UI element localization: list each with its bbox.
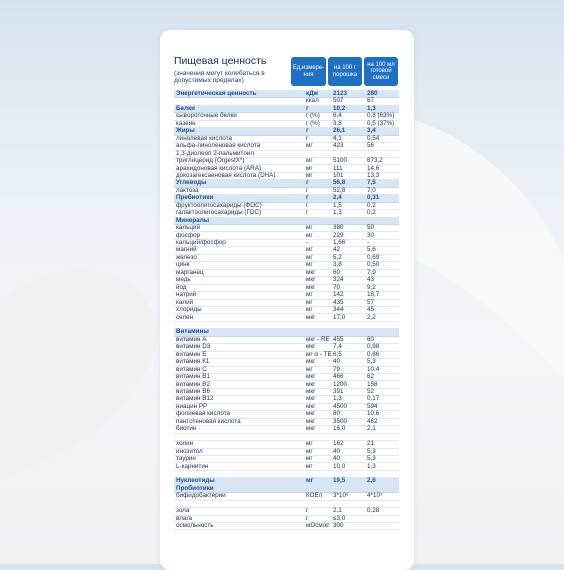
row-unit: мг	[306, 365, 313, 373]
row-unit: г (%)	[306, 112, 320, 120]
row-unit: ккал	[306, 97, 319, 105]
header-per-100g: на 100 г порошка	[328, 57, 362, 86]
row-value-100g: 6,4	[333, 112, 342, 120]
row-label: осмольность	[176, 522, 214, 530]
table-row	[174, 522, 399, 530]
row-value-100ml: 21	[367, 440, 375, 448]
row-label: Витамины	[176, 328, 209, 336]
row-value-100ml: 30	[367, 231, 375, 239]
row-value-100ml: 67	[367, 97, 375, 105]
row-label: зола	[176, 507, 190, 515]
row-value-100ml: 1,3	[367, 462, 376, 470]
row-value-100ml: 0,86	[367, 350, 380, 358]
row-value-100g: 324	[333, 276, 344, 284]
row-value-100ml: 52	[367, 388, 375, 395]
row-value-100g: 1200	[333, 380, 348, 388]
row-value-100ml: 7,9	[367, 268, 376, 276]
row-value-100g: 423	[333, 142, 344, 150]
row-unit: мг	[306, 447, 313, 455]
row-unit: г	[306, 514, 309, 522]
row-unit: мг	[306, 246, 313, 254]
row-value-100ml: 50	[367, 224, 375, 232]
row-value-100g: 1,66	[333, 239, 346, 246]
row-value-100ml: 0,69	[367, 253, 380, 261]
row-unit: мкг	[306, 410, 316, 418]
row-label: влага	[176, 514, 193, 522]
row-unit: мг	[306, 291, 313, 299]
row-value-100ml: 462	[367, 417, 378, 425]
row-value-100g: 507	[333, 97, 344, 105]
row-value-100ml: 0,28	[367, 507, 380, 515]
row-label: линолевая кислота	[176, 134, 232, 142]
row-unit: мг	[306, 231, 313, 239]
row-label: Нуклеотиды	[176, 477, 215, 485]
row-unit: мкг	[306, 313, 316, 321]
row-unit: г	[306, 194, 309, 202]
row-unit: мкг	[306, 417, 316, 425]
row-unit: г	[306, 127, 309, 135]
row-label: магний	[176, 246, 197, 254]
row-value-100ml: 5,6	[367, 246, 376, 254]
row-label: витамин В1	[176, 373, 210, 381]
row-value-100g: 56,8	[333, 179, 346, 187]
row-unit: КОЕ/г	[306, 492, 323, 500]
row-label: Белки	[176, 104, 196, 112]
row-unit: мг	[306, 224, 313, 232]
row-value-100ml: 673,2	[367, 157, 383, 165]
row-value-100ml: 18,7	[367, 291, 380, 299]
row-value-100g: 4500	[333, 402, 348, 410]
row-label: лактоза	[176, 186, 199, 194]
row-unit: мг	[306, 142, 313, 150]
row-label: триглицерид (OrgestX*)	[176, 157, 245, 165]
row-unit: г	[306, 104, 309, 112]
row-unit: мг	[306, 306, 313, 314]
row-label: Жиры	[176, 127, 195, 135]
row-unit: г	[306, 186, 309, 194]
row-value-100g: 455	[333, 335, 344, 343]
row-value-100g: ≤3,0	[333, 514, 346, 522]
row-value-100g: 5100	[333, 157, 348, 165]
row-label: натрий	[176, 291, 197, 299]
row-value-100ml: 62	[367, 373, 375, 381]
row-label: бифидобактерии	[176, 492, 226, 500]
row-value-100ml: 0,8 (63%)	[367, 112, 395, 120]
row-label: альфа-линоленовая кислота	[176, 142, 261, 150]
row-value-100ml: 0,5 (37%)	[367, 119, 395, 127]
row-value-100ml: 43	[367, 276, 375, 284]
row-unit: г	[306, 134, 309, 142]
row-unit: кДж	[306, 90, 319, 97]
row-value-100g: 79	[333, 365, 341, 373]
row-label: витамин D3	[176, 343, 211, 351]
row-value-100ml: 5,3	[367, 447, 376, 455]
row-label: витамин Е	[176, 350, 207, 358]
row-unit: мг	[306, 298, 313, 306]
row-unit: мкг	[306, 358, 316, 366]
row-value-100ml: 14,6	[367, 164, 380, 172]
row-unit: мг	[306, 462, 313, 470]
row-value-100ml: 0,54	[367, 134, 380, 142]
row-value-100ml: 0,31	[367, 194, 380, 202]
row-unit: мг α - TE	[306, 350, 332, 358]
row-value-100ml: 2,6	[367, 477, 376, 485]
row-unit: мкг	[306, 283, 316, 291]
row-label: холин	[176, 440, 194, 448]
row-value-100g: 344	[333, 306, 344, 314]
row-value-100g: 70	[333, 283, 341, 291]
row-unit: мг	[306, 171, 313, 179]
row-value-100g: 142	[333, 291, 344, 299]
row-value-100g: 40	[333, 447, 341, 455]
row-value-100g: 10,2	[333, 104, 346, 112]
row-value-100g: 3,8	[333, 261, 342, 269]
panel-title: Пищевая ценность	[174, 55, 267, 67]
row-unit: г	[306, 201, 309, 209]
row-label: кальций	[176, 224, 200, 232]
header-unit: Ед.измере-ния	[291, 57, 326, 86]
row-value-100ml: 56	[367, 142, 375, 150]
row-value-100g: 17,0	[333, 313, 346, 321]
row-value-100g: 300	[333, 522, 344, 530]
row-value-100g: 40	[333, 455, 341, 463]
row-label: фруктоолигосахариды (ФОС)	[176, 201, 262, 209]
row-value-100ml: 3,4	[367, 127, 376, 135]
row-value-100ml: 9,2	[367, 283, 376, 291]
row-value-100ml: 4*10⁵	[367, 492, 383, 500]
row-value-100ml: 0,2	[367, 201, 376, 209]
row-value-100g: 60	[333, 268, 341, 276]
row-value-100ml: 280	[367, 90, 378, 97]
row-unit: мкг	[306, 402, 316, 410]
row-label: галактоолигосахариды (ГОС)	[176, 209, 262, 217]
row-label: докозагексаеновая кислота (DHA)	[176, 171, 276, 179]
row-value-100g: 26,1	[333, 127, 346, 135]
row-unit: мг	[306, 477, 314, 485]
row-value-100ml: 594	[367, 402, 378, 410]
row-label: сывороточные белки	[176, 112, 237, 120]
row-value-100g: 1,5	[333, 201, 342, 209]
row-value-100g: 101	[333, 171, 344, 179]
row-unit: мОсм/кг	[306, 522, 330, 530]
row-label: L-карнитин	[176, 462, 209, 470]
row-label: селен	[176, 313, 194, 321]
row-value-100g: 111	[333, 164, 343, 172]
row-value-100ml: 10,6	[367, 410, 380, 418]
row-unit: -	[306, 239, 309, 246]
row-value-100ml: 57	[367, 298, 375, 306]
row-value-100g: 3*10⁶	[333, 492, 349, 500]
row-label: ниацин РР	[176, 402, 208, 410]
row-label: марганец	[176, 268, 204, 276]
row-value-100g: 19,5	[333, 477, 346, 485]
row-value-100ml: 7,5	[367, 179, 376, 187]
row-value-100g: 3500	[333, 417, 348, 425]
row-value-100ml: 5,3	[367, 455, 376, 463]
row-value-100g: 3,8	[333, 119, 342, 127]
row-value-100g: 391	[333, 388, 344, 395]
row-value-100g: 2,4	[333, 194, 342, 202]
row-label: биотин	[176, 425, 197, 433]
row-unit: мкг	[306, 343, 316, 351]
row-unit: мкг	[306, 425, 316, 433]
row-value-100g: 10,0	[333, 462, 346, 470]
row-unit: мкг	[306, 268, 316, 276]
row-unit: г	[306, 179, 309, 187]
row-unit: мкг - RE	[306, 335, 330, 343]
row-value-100g: 80	[333, 410, 341, 418]
row-value-100ml: 0,17	[367, 395, 380, 403]
row-value-100ml: 10,4	[367, 365, 380, 373]
row-label: йод	[176, 283, 187, 291]
row-unit: мг	[306, 455, 313, 463]
row-value-100g: 42	[333, 246, 341, 254]
row-label: витамин С	[176, 365, 207, 373]
row-value-100ml: 158	[367, 380, 378, 388]
row-label: железо	[176, 253, 197, 261]
row-label: витамин К1	[176, 358, 210, 366]
row-label: фосфор	[176, 231, 201, 239]
row-value-100ml: 60	[367, 335, 375, 343]
row-label: фолиевая кислота	[176, 410, 231, 418]
row-label: витамин А	[176, 335, 207, 343]
row-value-100g: 6,5	[333, 350, 342, 358]
row-label: казеин	[176, 119, 196, 127]
row-label: пантотеновая кислота	[176, 417, 241, 425]
row-unit: мкг	[306, 276, 316, 284]
row-label: кальций/фосфор	[176, 239, 226, 246]
row-value-100g: 162	[333, 440, 344, 448]
row-label: инозитол	[176, 447, 203, 455]
row-value-100g: 40	[333, 358, 341, 366]
row-label: калий	[176, 298, 194, 306]
header-per-100ml: на 100 мл готовой смеси	[364, 57, 398, 86]
row-value-100g: 7,4	[333, 343, 342, 351]
row-unit: мг	[306, 261, 313, 269]
row-value-100ml: 13,3	[367, 171, 380, 179]
row-label: витамин В12	[176, 395, 214, 403]
row-value-100g: 229	[333, 231, 344, 239]
row-value-100g: 380	[333, 224, 344, 232]
row-value-100g: 435	[333, 298, 344, 306]
row-value-100g: 1,3	[333, 209, 342, 217]
row-value-100ml: -	[367, 239, 370, 246]
row-value-100ml: 5,3	[367, 358, 376, 366]
row-label: Пробиотики	[176, 484, 214, 492]
row-value-100g: 2123	[333, 90, 348, 97]
row-value-100ml: 0,98	[367, 343, 380, 351]
row-label: медь	[176, 276, 191, 284]
row-label: Минералы	[176, 216, 210, 224]
row-label: витамин В2	[176, 380, 210, 388]
row-unit: мкг	[306, 373, 316, 381]
row-value-100g: 466	[333, 373, 344, 381]
row-value-100ml: 2,1	[367, 425, 376, 433]
row-label: хлориды	[176, 306, 202, 314]
row-label: арахидоновая кислота (ARA)	[176, 164, 261, 172]
row-value-100g: 2,1	[333, 507, 342, 515]
row-label: цинк	[176, 261, 190, 269]
row-label: Углеводы	[176, 179, 207, 187]
row-unit: мг	[306, 253, 313, 261]
row-label: 1,3-диолеоп 2-пальмитоил	[176, 149, 255, 157]
row-label: таурин	[176, 455, 196, 463]
row-unit: мг	[306, 164, 313, 172]
row-unit: мг	[306, 157, 313, 165]
row-value-100ml: 0,2	[367, 209, 376, 217]
row-unit: мкг	[306, 388, 316, 395]
row-unit: г	[306, 507, 309, 515]
row-label: Пребиотики	[176, 194, 214, 202]
row-value-100g: 16,0	[333, 425, 346, 433]
row-value-100g: 4,1	[333, 134, 342, 142]
row-unit: г	[306, 209, 309, 217]
row-unit: мг	[306, 440, 313, 448]
row-value-100g: 1,3	[333, 395, 342, 403]
panel-subtitle: (значения могут колебаться в допустимых пределах)	[174, 70, 265, 85]
row-value-100ml: 2,2	[367, 313, 376, 321]
row-value-100g: 52,8	[333, 186, 346, 194]
row-label: Энергетическая ценность	[176, 90, 257, 97]
row-value-100ml: 0,50	[367, 261, 380, 269]
row-value-100g: 5,2	[333, 253, 342, 261]
row-value-100ml: 1,3	[367, 104, 376, 112]
row-unit: мкг	[306, 380, 316, 388]
row-unit: г (%)	[306, 119, 320, 127]
row-value-100ml: 45	[367, 306, 375, 314]
row-unit: мкг	[306, 395, 316, 403]
row-label: витамин В6	[176, 388, 210, 395]
row-value-100ml: 7,0	[367, 186, 376, 194]
